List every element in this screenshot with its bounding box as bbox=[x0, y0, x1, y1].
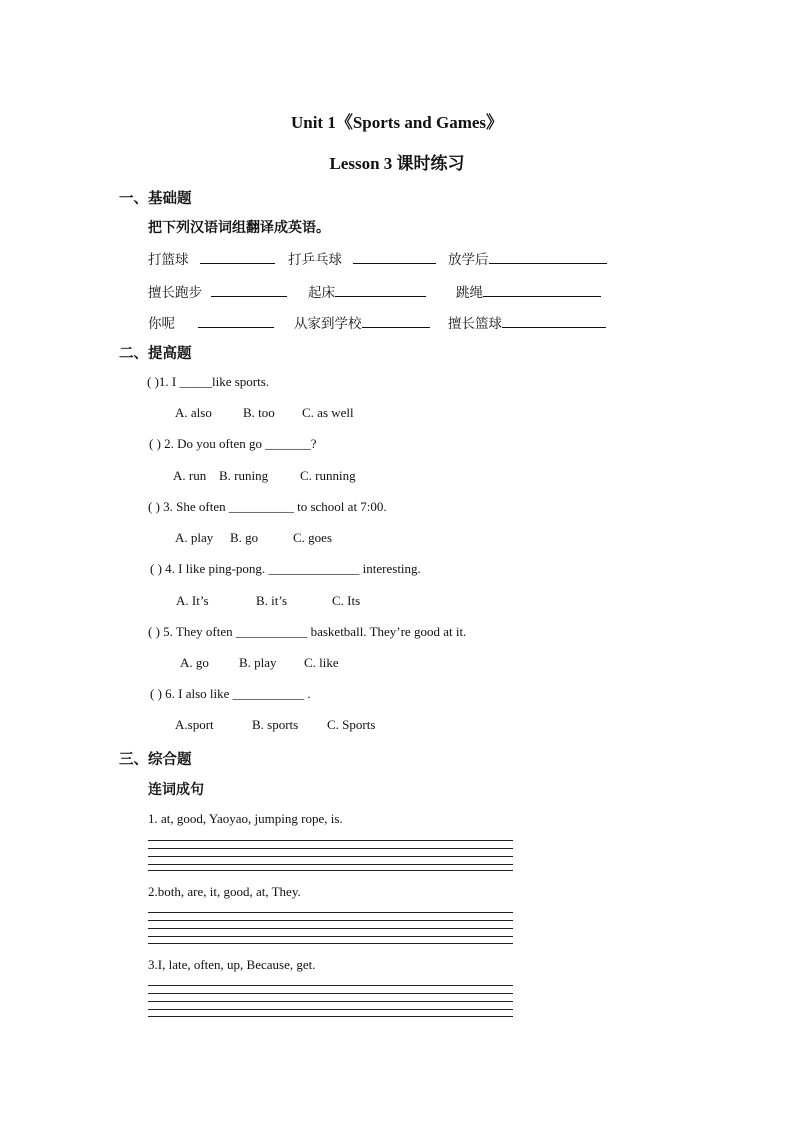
choice-option[interactable]: C. Its bbox=[332, 593, 361, 608]
answer-blank[interactable] bbox=[483, 283, 601, 297]
answer-blank[interactable] bbox=[489, 250, 607, 264]
writing-line[interactable] bbox=[148, 928, 513, 929]
writing-line[interactable] bbox=[148, 870, 513, 871]
choice-option[interactable]: C. Sports bbox=[327, 717, 376, 732]
vocab-item: 跳绳 bbox=[456, 281, 601, 301]
choice-option[interactable]: A. run bbox=[173, 468, 207, 483]
answer-blank[interactable] bbox=[200, 250, 275, 264]
lesson-subtitle: Lesson 3 课时练习 bbox=[329, 154, 465, 173]
scrambled-sentence: 2.both, are, it, good, at, They. bbox=[148, 884, 301, 899]
choice-option[interactable]: B. sports bbox=[252, 717, 299, 732]
answer-blank[interactable] bbox=[211, 283, 287, 297]
vocab-item: 擅长跑步 bbox=[148, 281, 287, 301]
choice-option[interactable]: B. runing bbox=[219, 468, 269, 483]
translation-instruction: 把下列汉语词组翻译成英语。 bbox=[148, 220, 330, 236]
choice-option[interactable]: B. it’s bbox=[256, 593, 288, 608]
answer-blank[interactable] bbox=[362, 314, 430, 328]
section-heading-advanced: 二、提高题 bbox=[119, 346, 192, 362]
choice-option[interactable]: C. as well bbox=[302, 405, 354, 420]
writing-line[interactable] bbox=[148, 912, 513, 913]
section-heading-basic: 一、基础题 bbox=[119, 191, 192, 207]
writing-line[interactable] bbox=[148, 1016, 513, 1017]
choice-option[interactable]: C. running bbox=[300, 468, 356, 483]
writing-line[interactable] bbox=[148, 943, 513, 944]
choice-question: ( ) 5. They often ___________ basketball. They’re good at it. bbox=[148, 624, 467, 639]
choice-question: ( ) 6. I also like ___________ . bbox=[150, 686, 311, 701]
worksheet-title: Unit 1《Sports and Games》 bbox=[290, 113, 504, 132]
choice-option[interactable]: A. also bbox=[175, 405, 212, 420]
writing-line[interactable] bbox=[148, 993, 513, 994]
writing-line[interactable] bbox=[148, 985, 513, 986]
choice-option[interactable]: C. goes bbox=[293, 530, 332, 545]
choice-option[interactable]: A. play bbox=[175, 530, 214, 545]
writing-line[interactable] bbox=[148, 856, 513, 857]
answer-blank[interactable] bbox=[198, 314, 274, 328]
choice-option[interactable]: A.sport bbox=[175, 717, 214, 732]
vocab-item: 你呢 bbox=[148, 312, 274, 332]
vocab-item: 从家到学校 bbox=[294, 312, 430, 332]
choice-option[interactable]: B. go bbox=[230, 530, 259, 545]
writing-line[interactable] bbox=[148, 848, 513, 849]
choice-question: ( )1. I _____like sports. bbox=[147, 374, 270, 389]
writing-line[interactable] bbox=[148, 936, 513, 937]
answer-blank[interactable] bbox=[353, 250, 436, 264]
choice-option[interactable]: B. play bbox=[239, 655, 277, 670]
choice-question: ( ) 2. Do you often go _______? bbox=[149, 436, 317, 451]
choice-option[interactable]: C. like bbox=[304, 655, 339, 670]
choice-option[interactable]: A. It’s bbox=[176, 593, 209, 608]
section-heading-comprehensive: 三、综合题 bbox=[119, 752, 192, 768]
choice-option[interactable]: A. go bbox=[180, 655, 209, 670]
choice-question: ( ) 4. I like ping-pong. ______________ interesting. bbox=[150, 561, 421, 576]
answer-blank[interactable] bbox=[502, 314, 606, 328]
writing-line[interactable] bbox=[148, 1001, 513, 1002]
choice-question: ( ) 3. She often __________ to school at 7:00. bbox=[148, 499, 387, 514]
answer-blank[interactable] bbox=[335, 283, 426, 297]
choice-option[interactable]: B. too bbox=[243, 405, 275, 420]
writing-line[interactable] bbox=[148, 920, 513, 921]
writing-line[interactable] bbox=[148, 864, 513, 865]
sentence-building-instruction: 连词成句 bbox=[148, 782, 204, 798]
scrambled-sentence: 3.I, late, often, up, Because, get. bbox=[148, 957, 316, 972]
vocab-item: 放学后 bbox=[448, 248, 607, 268]
vocab-item: 起床 bbox=[308, 281, 426, 301]
vocab-item: 擅长篮球 bbox=[448, 312, 606, 332]
writing-line[interactable] bbox=[148, 1009, 513, 1010]
writing-line[interactable] bbox=[148, 840, 513, 841]
vocab-item: 打篮球 bbox=[148, 248, 275, 268]
scrambled-sentence: 1. at, good, Yaoyao, jumping rope, is. bbox=[148, 811, 343, 826]
vocab-item: 打乒乓球 bbox=[288, 248, 436, 268]
